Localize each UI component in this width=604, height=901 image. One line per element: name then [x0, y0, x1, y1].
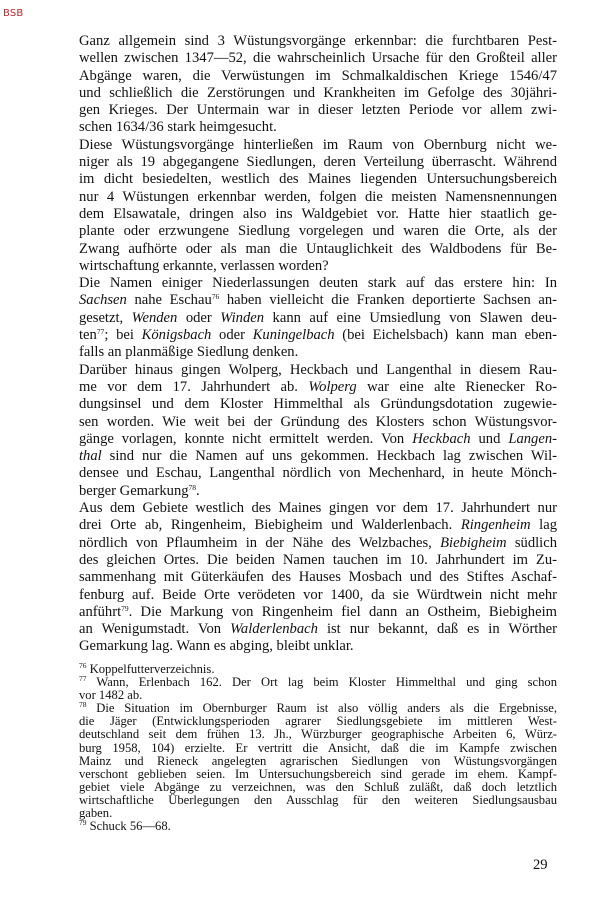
- text-run: berger Gemarkung: [79, 482, 189, 499]
- footnote-number: 78: [79, 700, 87, 710]
- bsb-watermark: BSB: [3, 8, 24, 19]
- text-line: [79, 327, 557, 344]
- text-run: haben vielleicht die Franken deportierte Sachsen an-: [219, 292, 557, 309]
- footnote-79: [79, 820, 557, 833]
- text-line: gen Krieges. Der Untermain war in dieser letzten Periode vor allem zwi-: [79, 102, 557, 119]
- place-name: Heckbach: [412, 430, 471, 447]
- text-run: (bei Eichelsbach) kann man eben-: [334, 327, 557, 344]
- footnote-77: [79, 676, 557, 689]
- text-line: falls an planmäßige Siedlung denken.: [79, 344, 299, 361]
- text-line: Diese Wüstungsvorgänge hinterließen im Raum von Obernburg nicht we-: [79, 136, 557, 153]
- text-line: niger als 19 abgegangene Siedlungen, deren Verteilung überrascht. Während: [79, 154, 557, 171]
- text-run: lag: [530, 517, 557, 534]
- text-line: dungsinsel und dem Kloster Himmelthal als Gründungsdotation zugewie-: [79, 396, 557, 413]
- footnotes: [79, 663, 557, 833]
- paragraph-1-2: [79, 33, 557, 292]
- footnote-text: Koppelfutterverzeichnis.: [86, 662, 215, 676]
- text-run: sind nur die Namen auf uns gekommen. Heckbach lag zwischen Wil-: [101, 448, 557, 465]
- footnote-ref-76[interactable]: 76: [211, 292, 220, 302]
- text-line: [79, 292, 557, 309]
- text-run: me vor dem 17. Jahrhundert ab.: [79, 378, 309, 395]
- paragraph-4: [79, 362, 557, 500]
- footnote-text: Die Situation im Obernburger Raum ist also völlig anders als die Ergebnisse,: [86, 701, 557, 716]
- page-number: 29: [533, 857, 548, 873]
- footnote-number: 77: [79, 674, 87, 684]
- text-line: fenburg auf. Beide Orte verödeten vor 1400, da sie Würdtwein nicht mehr: [79, 586, 557, 603]
- text-run: südlich: [506, 534, 558, 551]
- place-name: Kuningelbach: [252, 327, 335, 344]
- text-line: des gleichen Ortes. Die beiden Namen tauchen im 10. Jahrhundert im Zu-: [79, 551, 557, 568]
- footnote-ref-79[interactable]: 79: [121, 603, 129, 613]
- text-run: ; bei: [104, 327, 142, 344]
- text-line: [79, 535, 557, 552]
- footnote-78-cont: gebiet viele Abgänge zu verzeichnen, was den Schluß zuläßt, daß doch letztlich: [79, 779, 557, 794]
- footnote-number: 76: [79, 661, 87, 670]
- text-line: im dicht besiedelten, westlich des Maines liegenden Untersuchungsbereich: [79, 171, 557, 188]
- footnote-text: Wann, Erlenbach 162. Der Ort lag beim Kloster Himmelthal und ging schon: [86, 675, 557, 690]
- body-text: [79, 33, 557, 656]
- place-name: Königsbach: [141, 327, 212, 344]
- place-name: Walderlenbach: [230, 621, 318, 638]
- footnote-ref-77[interactable]: 77: [96, 327, 105, 337]
- text-run: gänge vorlagen, konnte nicht ermittelt werden. Von: [79, 430, 413, 447]
- footnote-78-cont: deutschland seit dem frühen 13. Jh., Würzburger geographische Arbeiten 6, Würz-: [79, 727, 557, 742]
- footnote-78-cont: die Jäger (Entwicklungsperioden agrarer Siedlungsgebiete im mittleren West-: [79, 714, 557, 729]
- place-name: Wolperg: [308, 378, 357, 395]
- footnote-number: 79: [79, 818, 87, 828]
- text-line: wellen zwischen 1347—52, die wahrscheinlich Ursache für den Großteil aller: [79, 50, 557, 67]
- place-name: thal: [79, 448, 102, 465]
- text-line: Die Namen einiger Niederlassungen deuten stark auf das erstere hin: In: [79, 275, 557, 292]
- text-run: oder: [177, 309, 221, 326]
- text-line: Darüber hinaus gingen Wolperg, Heckbach und Langenthal in diesem Rau-: [79, 361, 557, 378]
- text-run: kann auf eine Umsiedlung von Slawen deu-: [264, 309, 557, 326]
- text-run: und: [470, 430, 509, 447]
- text-line: dem Elsawatale, dringen also ins Waldgebiet vor. Hatte hier staatlich ge-: [79, 205, 557, 222]
- text-run: anführt: [79, 603, 122, 620]
- footnote-78-cont: verschont geblieben seien. Im Untersuchungsbereich sind gerade im ehem. Kampf-: [79, 766, 557, 781]
- text-run: nahe Eschau: [126, 292, 212, 309]
- text-line: [79, 310, 557, 327]
- text-line: plante oder erzwungene Siedlung vorgelegen und waren die Orte, als der: [79, 223, 557, 240]
- paragraph-5: [79, 500, 557, 656]
- paragraph-3-continuation: [79, 292, 557, 361]
- text-line: Aus dem Gebiete westlich des Maines gingen vor dem 17. Jahrhundert nur: [79, 500, 557, 517]
- footnote-78-cont: gaben.: [79, 806, 113, 821]
- text-run: an Wenigumstadt. Von: [79, 621, 231, 638]
- text-run: ist nur bekannt, daß es in Wörther: [317, 621, 557, 638]
- place-name: Ringenheim: [460, 517, 531, 534]
- footnote-ref-78[interactable]: 78: [188, 482, 197, 492]
- text-run: .: [196, 482, 200, 499]
- text-run: ten: [79, 327, 97, 344]
- text-line: [79, 604, 557, 621]
- text-line: wirtschaftung erkannte, verlassen worden?: [79, 257, 329, 274]
- footnote-78-cont: Mainz und Rieneck angelegten agrarischen Siedlungen von Wüstungsvorgängen: [79, 753, 557, 768]
- text-run: oder: [211, 327, 253, 344]
- place-name: Sachsen: [79, 292, 127, 309]
- place-name: Langen-: [508, 430, 557, 447]
- text-line: Ganz allgemein sind 3 Wüstungsvorgänge erkennbar: die furchtbaren Pest-: [79, 33, 557, 49]
- text-run: war eine alte Rienecker Ro-: [356, 378, 558, 395]
- text-line: densee und Eschau, Langenthal nördlich von Mechenhard, in heute Mönch-: [79, 465, 557, 482]
- footnote-78-cont: burg 1958, 104) erzielte. Er vertritt die Ansicht, daß die im Kampfe zwischen: [79, 740, 557, 755]
- text-line: [79, 483, 557, 500]
- text-run: nördlich von Pflaumheim in der Nähe des Welzbaches,: [79, 534, 441, 551]
- text-run: gesetzt,: [79, 309, 132, 326]
- text-line: [79, 621, 557, 638]
- text-line: Abgänge waren, die Verwüstungen im Schmalkaldischen Kriege 1546/47: [79, 67, 557, 84]
- text-run: . Die Markung von Ringenheim fiel dann an Ostheim, Biebigheim: [128, 603, 557, 620]
- text-line: [79, 431, 557, 448]
- text-line: sen worden. Wie weit bei der Gründung des Klosters schon Wüstungsvor-: [79, 413, 557, 430]
- text-line: [79, 517, 557, 534]
- text-line: [79, 379, 557, 396]
- text-line: [79, 448, 557, 465]
- text-line: Zwang aufhörte oder als man die Untauglichkeit des Waldbodens für Be-: [79, 240, 557, 257]
- text-line: sammenhang mit Güterkäufen des Hauses Mosbach und des Stiftes Aschaf-: [79, 569, 557, 586]
- text-line: schen 1634/36 stark heimgesucht.: [79, 119, 277, 136]
- place-name: Biebigheim: [440, 534, 507, 551]
- place-name: Wenden: [131, 309, 178, 326]
- footnote-78-cont: wirtschaftliche Überlegungen den Ausschlag für den weiteren Siedlungsausbau: [79, 792, 557, 807]
- footnote-text: Schuck 56—68.: [86, 819, 171, 834]
- text-line: und schließlich die Zerstörungen und Krankheiten im Gefolge des 30jähri-: [79, 84, 557, 101]
- place-name: Winden: [220, 309, 265, 326]
- text-line: nur 4 Wüstungen erkennbar werden, folgen die meisten Namensnennungen: [79, 188, 557, 205]
- text-line: Gemarkung lag. Wann es abging, bleibt unklar.: [79, 638, 354, 655]
- text-run: drei Orte ab, Ringenheim, Biebigheim und Walderlenbach.: [79, 517, 461, 534]
- footnote-77-cont: vor 1482 ab.: [79, 688, 143, 703]
